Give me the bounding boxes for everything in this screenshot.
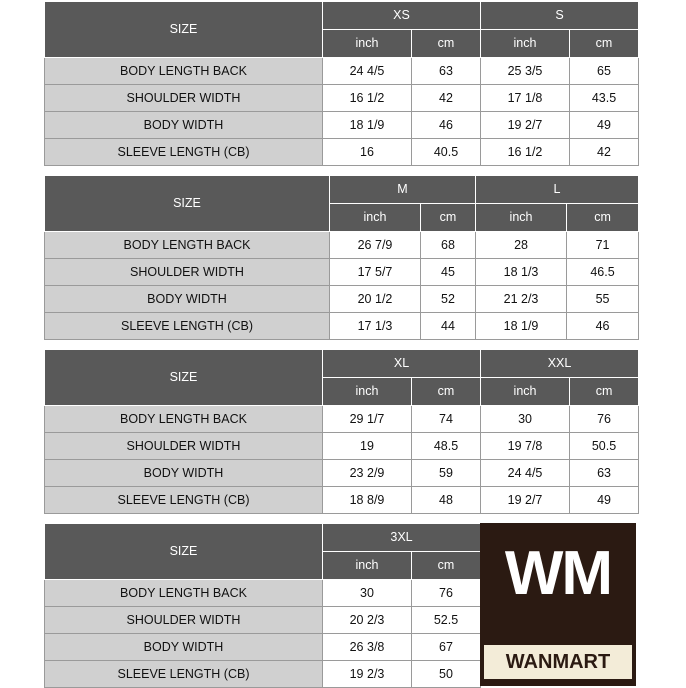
value-cell: 74 (412, 406, 481, 433)
row-label: SHOULDER WIDTH (45, 607, 323, 634)
unit-inch-header: inch (323, 30, 412, 58)
row-label: SLEEVE LENGTH (CB) (45, 661, 323, 688)
size-xl-header: XL (323, 350, 481, 378)
size-xxl-header: XXL (481, 350, 639, 378)
unit-inch-header: inch (323, 378, 412, 406)
value-cell: 55 (567, 286, 639, 313)
unit-inch-header: inch (330, 204, 421, 232)
value-cell: 49 (570, 487, 639, 514)
row-label: SHOULDER WIDTH (45, 433, 323, 460)
size-table-3xl (44, 523, 481, 688)
value-cell: 17 1/3 (330, 313, 421, 340)
value-cell: 40.5 (412, 139, 481, 166)
value-cell: 50 (412, 661, 481, 688)
size-s-header: S (481, 2, 639, 30)
row-label: BODY LENGTH BACK (45, 58, 323, 85)
table-row (45, 433, 639, 460)
table-row (45, 634, 481, 661)
value-cell: 19 7/8 (481, 433, 570, 460)
size-header: SIZE (45, 350, 323, 406)
table-row (45, 460, 639, 487)
value-cell: 18 1/3 (476, 259, 567, 286)
size-m-header: M (330, 176, 476, 204)
value-cell: 30 (481, 406, 570, 433)
value-cell: 17 1/8 (481, 85, 570, 112)
value-cell: 46 (567, 313, 639, 340)
row-label: SLEEVE LENGTH (CB) (45, 313, 330, 340)
table-row (45, 313, 639, 340)
table-row (45, 286, 639, 313)
table-row (45, 487, 639, 514)
size-table-xl-xxl (44, 349, 639, 514)
value-cell: 18 1/9 (323, 112, 412, 139)
row-label: SLEEVE LENGTH (CB) (45, 139, 323, 166)
value-cell: 76 (412, 580, 481, 607)
value-cell: 59 (412, 460, 481, 487)
size-3xl-header: 3XL (323, 524, 481, 552)
value-cell: 29 1/7 (323, 406, 412, 433)
row-label: BODY LENGTH BACK (45, 406, 323, 433)
value-cell: 19 2/7 (481, 487, 570, 514)
table-row (45, 661, 481, 688)
table-row (45, 607, 481, 634)
value-cell: 68 (421, 232, 476, 259)
value-cell: 52.5 (412, 607, 481, 634)
size-table-xs-s (44, 1, 639, 166)
value-cell: 44 (421, 313, 476, 340)
value-cell: 46 (412, 112, 481, 139)
value-cell: 46.5 (567, 259, 639, 286)
table-row (45, 112, 639, 139)
size-xs-header: XS (323, 2, 481, 30)
table-row (45, 259, 639, 286)
value-cell: 24 4/5 (481, 460, 570, 487)
value-cell: 49 (570, 112, 639, 139)
value-cell: 19 (323, 433, 412, 460)
size-table-m-l (44, 175, 639, 340)
logo-name-band (484, 645, 632, 679)
unit-cm-header: cm (570, 378, 639, 406)
value-cell: 26 7/9 (330, 232, 421, 259)
size-l-header: L (476, 176, 639, 204)
table-row (45, 580, 481, 607)
table-row (45, 139, 639, 166)
value-cell: 67 (412, 634, 481, 661)
value-cell: 71 (567, 232, 639, 259)
row-label: BODY LENGTH BACK (45, 580, 323, 607)
size-header: SIZE (45, 176, 330, 232)
unit-cm-header: cm (567, 204, 639, 232)
value-cell: 18 1/9 (476, 313, 567, 340)
row-label: SHOULDER WIDTH (45, 259, 330, 286)
unit-inch-header: inch (481, 378, 570, 406)
unit-cm-header: cm (412, 552, 481, 580)
value-cell: 17 5/7 (330, 259, 421, 286)
size-header: SIZE (45, 2, 323, 58)
value-cell: 42 (412, 85, 481, 112)
row-label: BODY WIDTH (45, 460, 323, 487)
value-cell: 28 (476, 232, 567, 259)
row-label: SLEEVE LENGTH (CB) (45, 487, 323, 514)
row-label: BODY WIDTH (45, 286, 330, 313)
row-label: BODY LENGTH BACK (45, 232, 330, 259)
value-cell: 50.5 (570, 433, 639, 460)
unit-cm-header: cm (570, 30, 639, 58)
value-cell: 21 2/3 (476, 286, 567, 313)
unit-inch-header: inch (481, 30, 570, 58)
value-cell: 16 1/2 (323, 85, 412, 112)
value-cell: 19 2/3 (323, 661, 412, 688)
table-row (45, 85, 639, 112)
row-label: BODY WIDTH (45, 112, 323, 139)
value-cell: 24 4/5 (323, 58, 412, 85)
value-cell: 45 (421, 259, 476, 286)
value-cell: 30 (323, 580, 412, 607)
value-cell: 25 3/5 (481, 58, 570, 85)
value-cell: 63 (570, 460, 639, 487)
value-cell: 16 (323, 139, 412, 166)
value-cell: 23 2/9 (323, 460, 412, 487)
size-header: SIZE (45, 524, 323, 580)
unit-cm-header: cm (412, 30, 481, 58)
value-cell: 76 (570, 406, 639, 433)
table-row (45, 58, 639, 85)
table-row (45, 406, 639, 433)
wanmart-logo (480, 523, 636, 686)
value-cell: 18 8/9 (323, 487, 412, 514)
value-cell: 26 3/8 (323, 634, 412, 661)
value-cell: 20 2/3 (323, 607, 412, 634)
unit-cm-header: cm (412, 378, 481, 406)
table-row (45, 232, 639, 259)
row-label: SHOULDER WIDTH (45, 85, 323, 112)
row-label: BODY WIDTH (45, 634, 323, 661)
value-cell: 63 (412, 58, 481, 85)
value-cell: 52 (421, 286, 476, 313)
value-cell: 20 1/2 (330, 286, 421, 313)
unit-inch-header: inch (323, 552, 412, 580)
value-cell: 48.5 (412, 433, 481, 460)
unit-cm-header: cm (421, 204, 476, 232)
value-cell: 43.5 (570, 85, 639, 112)
value-cell: 48 (412, 487, 481, 514)
value-cell: 42 (570, 139, 639, 166)
value-cell: 65 (570, 58, 639, 85)
value-cell: 16 1/2 (481, 139, 570, 166)
unit-inch-header: inch (476, 204, 567, 232)
value-cell: 19 2/7 (481, 112, 570, 139)
logo-monogram: WM (504, 539, 612, 608)
logo-brand-name: WANMART (505, 651, 611, 673)
